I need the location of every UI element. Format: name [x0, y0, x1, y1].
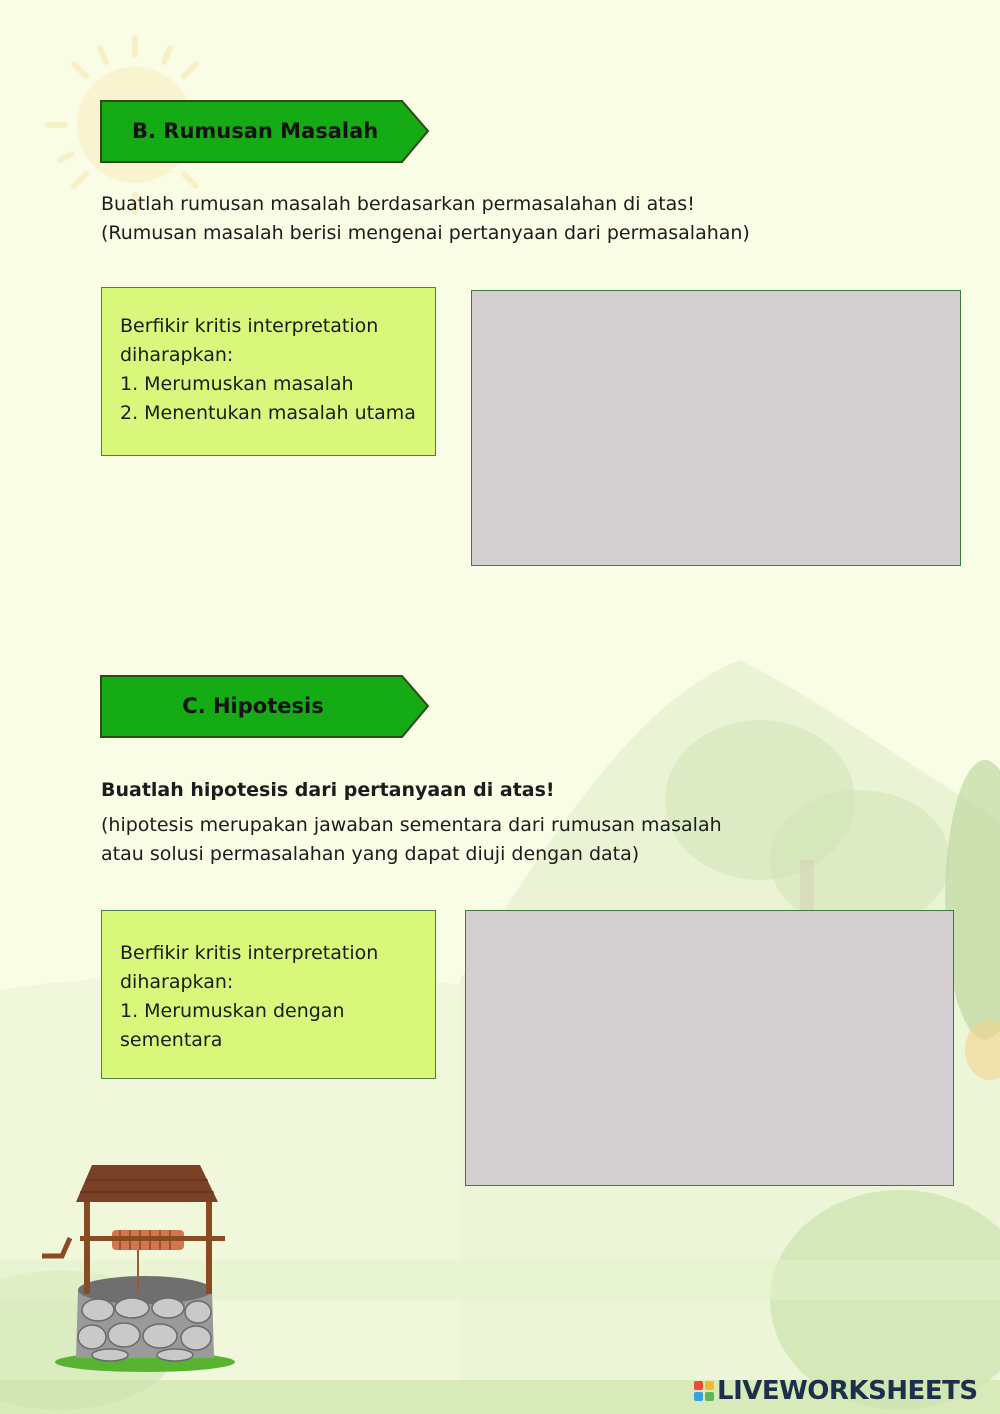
hipotesis-title: C. Hipotesis [182, 694, 324, 718]
logo-text: LIVEWORKSHEETS [717, 1376, 978, 1406]
hipotesis-hint-box [101, 910, 436, 1079]
rumusan-instruction [101, 190, 750, 248]
logo-square [705, 1392, 714, 1401]
rumusan-masalah-title: B. Rumusan Masalah [132, 119, 379, 143]
rumusan-instruction-line2: (Rumusan masalah berisi mengenai pertanyaan dari permasalahan) [101, 222, 750, 244]
hipotesis-banner [100, 675, 430, 737]
hint-line: Berfikir kritis interpretation [120, 942, 379, 964]
logo-square [694, 1392, 703, 1401]
rumusan-instruction-line1: Buatlah rumusan masalah berdasarkan permasalahan di atas! [101, 193, 695, 215]
logo-square [705, 1381, 714, 1390]
hint-line: 1. Merumuskan dengan [120, 1000, 345, 1022]
hipotesis-instruction [101, 776, 722, 869]
rumusan-hint-box [101, 287, 436, 456]
logo-square [694, 1381, 703, 1390]
hipotesis-instruction-line1: (hipotesis merupakan jawaban sementara dari rumusan masalah [101, 814, 722, 836]
hint-line: diharapkan: [120, 344, 234, 366]
hint-line: 2. Menentukan masalah utama [120, 402, 416, 424]
hipotesis-instruction-bold: Buatlah hipotesis dari pertanyaan di atas! [101, 779, 555, 801]
hint-line: sementara [120, 1029, 223, 1051]
logo-squares-icon [694, 1381, 714, 1401]
hipotesis-instruction-line2: atau solusi permasalahan yang dapat diuji dengan data) [101, 843, 640, 865]
hint-line: 1. Merumuskan masalah [120, 373, 354, 395]
liveworksheets-logo[interactable] [694, 1376, 978, 1406]
hint-line: Berfikir kritis interpretation [120, 315, 379, 337]
hint-line: diharapkan: [120, 971, 234, 993]
hipotesis-answer-field[interactable] [465, 910, 954, 1186]
rumusan-masalah-banner [100, 100, 430, 162]
rumusan-answer-field[interactable] [471, 290, 961, 566]
